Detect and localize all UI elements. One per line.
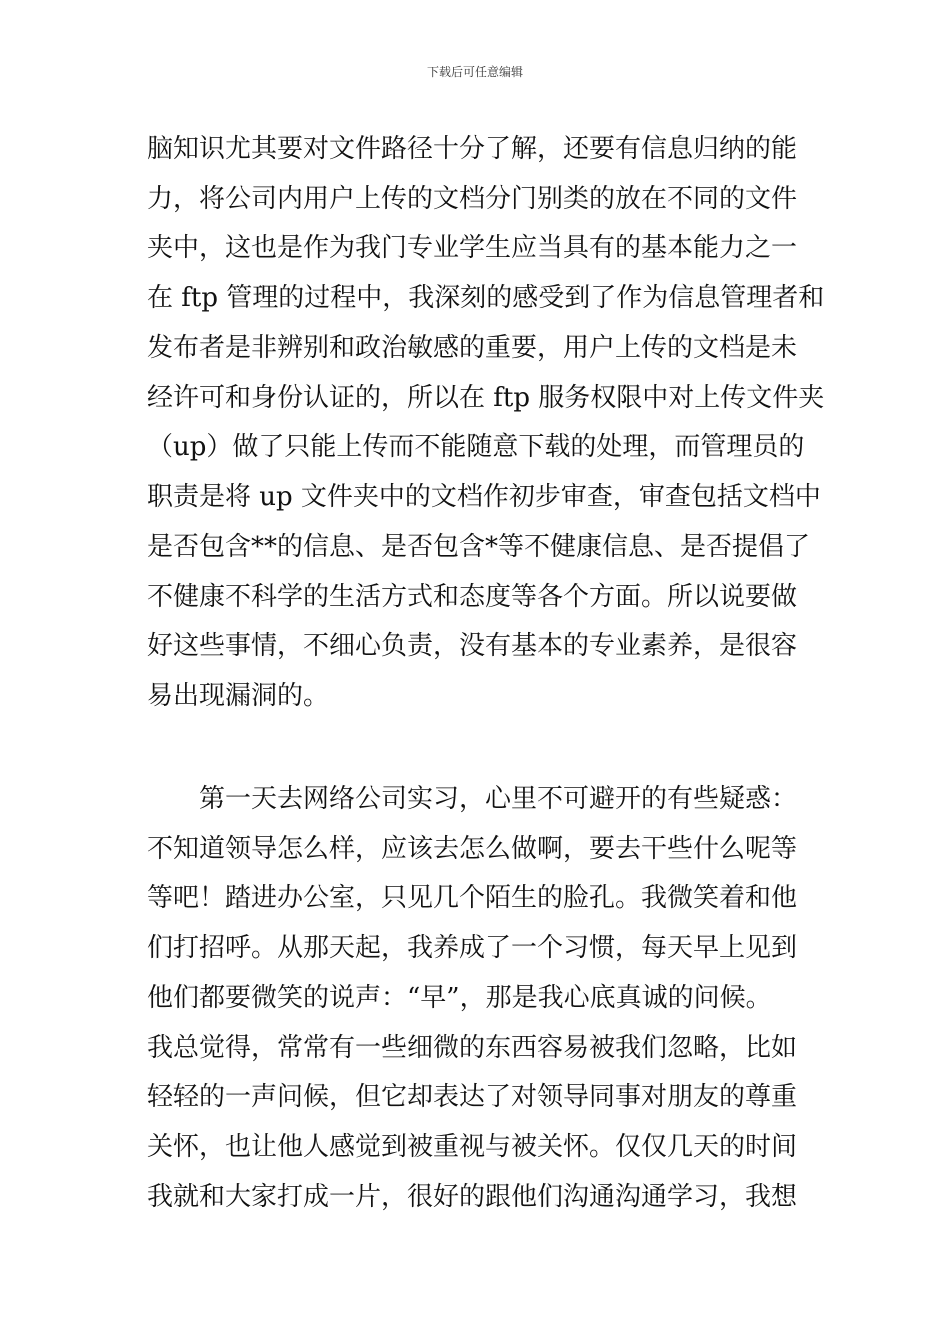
text-line: 关怀，也让他人感觉到被重视与被关怀。仅仅几天的时间 — [147, 1132, 798, 1162]
page-header: 下载后可任意编辑 — [426, 65, 523, 79]
text-line: 易出现漏洞的。 — [147, 681, 330, 711]
text-line: （up）做了只能上传而不能随意下载的处理，而管理员的 — [147, 432, 805, 462]
text-line: 我就和大家打成一片，很好的跟他们沟通沟通学习，我想 — [147, 1182, 798, 1212]
text-line: 轻轻的一声问候，但它却表达了对领导同事对朋友的尊重 — [147, 1082, 798, 1112]
text-line: 不健康不科学的生活方式和态度等各个方面。所以说要做 — [147, 582, 798, 612]
text-line: 经许可和身份认证的，所以在 ftp 服务权限中对上传文件夹 — [147, 383, 825, 413]
text-line: 我总觉得，常常有一些细微的东西容易被我们忽略，比如 — [147, 1033, 798, 1063]
text-line: 力，将公司内用户上传的文档分门别类的放在不同的文件 — [147, 184, 798, 214]
text-line: 发布者是非辨别和政治敏感的重要，用户上传的文档是未 — [147, 333, 798, 363]
text-line: 夹中，这也是作为我门专业学生应当具有的基本能力之一 — [147, 233, 798, 263]
text-line: 好这些事情，不细心负责，没有基本的专业素养，是很容 — [147, 631, 798, 661]
text-line: 第一天去网络公司实习，心里不可避开的有些疑惑： — [199, 784, 798, 814]
text-line: 不知道领导怎么样，应该去怎么做啊，要去干些什么呢等 — [147, 834, 798, 864]
text-line: 脑知识尤其要对文件路径十分了解，还要有信息归纳的能 — [147, 134, 798, 164]
text-line: 他们都要微笑的说声：“早”，那是我心底真诚的问候。 — [147, 983, 772, 1013]
text-line: 们打招呼。从那天起，我养成了一个习惯，每天早上见到 — [147, 933, 798, 963]
text-line: 职责是将 up 文件夹中的文档作初步审查，审查包括文档中 — [147, 482, 821, 512]
text-line: 在 ftp 管理的过程中，我深刻的感受到了作为信息管理者和 — [147, 283, 825, 313]
text-line: 是否包含**的信息、是否包含*等不健康信息、是否提倡了 — [147, 532, 811, 562]
text-line: 等吧！踏进办公室，只见几个陌生的脸孔。我微笑着和他 — [147, 883, 798, 913]
